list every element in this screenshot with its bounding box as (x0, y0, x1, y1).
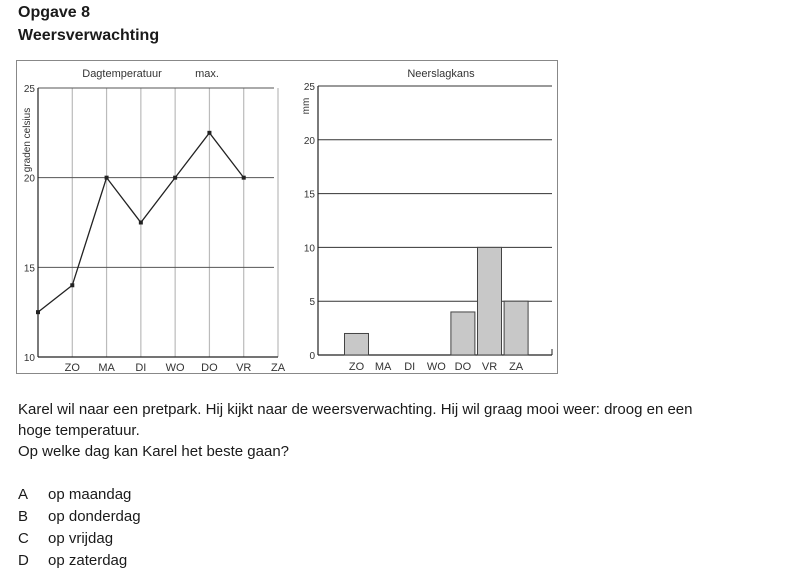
precipitation-x-tick-label: ZO (348, 361, 365, 373)
precipitation-x-tick-label: VR (481, 361, 498, 373)
answer-option-c[interactable] (18, 530, 113, 552)
option-text: op donderdag (48, 508, 141, 525)
option-letter: D (18, 552, 29, 569)
precipitation-x-tick-label: ZA (509, 361, 524, 373)
precipitation-y-axis-label: mm (301, 97, 312, 115)
precipitation-y-tick-label: 0 (309, 351, 315, 362)
question-line-3: Op welke dag kan Karel het beste gaan? (18, 443, 290, 460)
temperature-x-tick-label: DO (201, 362, 218, 374)
temperature-x-tick-label: VR (236, 362, 252, 374)
option-letter: B (18, 508, 29, 525)
answer-option-a[interactable] (18, 486, 131, 508)
temperature-x-tick-label: DI (135, 362, 147, 374)
temperature-chart-title: Dagtemperatuur (82, 68, 162, 80)
temperature-x-tick-label: WO (165, 362, 185, 374)
option-letter: C (18, 530, 29, 547)
temperature-x-tick-label: MA (98, 362, 115, 374)
answer-option-d[interactable] (18, 552, 127, 574)
answer-option-b[interactable] (18, 508, 141, 530)
precipitation-bar (345, 333, 369, 355)
precipitation-bar (478, 247, 502, 355)
precipitation-bar (504, 301, 528, 355)
precipitation-y-tick-label: 25 (303, 82, 315, 93)
precipitation-x-tick-label: DO (454, 361, 472, 373)
question-line-2: hoge temperatuur. (18, 422, 140, 439)
temperature-point (36, 310, 40, 314)
temperature-y-tick-label: 10 (23, 353, 35, 364)
question-line-1: Karel wil naar een pretpark. Hij kijkt naar de weersverwachting. Hij wil graag mooi weer: droog en een (18, 401, 693, 418)
precipitation-y-tick-label: 15 (303, 189, 315, 201)
temperature-chart-subtitle: max. (195, 68, 219, 80)
precipitation-x-tick-label: WO (426, 361, 446, 373)
precipitation-x-tick-label: DI (404, 361, 416, 373)
assignment-number: Opgave 8 (18, 4, 91, 21)
temperature-chart (22, 68, 286, 374)
precipitation-chart (301, 68, 552, 373)
option-text: op zaterdag (48, 552, 128, 569)
temperature-point (242, 176, 246, 180)
precipitation-bar (451, 312, 475, 355)
temperature-point (139, 221, 143, 225)
precipitation-y-tick-label: 10 (303, 243, 315, 255)
temperature-point (173, 176, 177, 180)
temperature-y-axis-label: graden celsius (22, 107, 33, 173)
precipitation-y-tick-label: 5 (309, 297, 315, 309)
precipitation-x-tick-label: MA (374, 361, 392, 373)
precipitation-y-tick-label: 20 (303, 135, 315, 147)
charts-frame (17, 61, 558, 374)
temperature-x-tick-label: ZO (64, 362, 80, 374)
option-text: op vrijdag (48, 530, 114, 547)
weather-charts (16, 60, 561, 375)
temperature-y-tick-label: 25 (23, 84, 35, 95)
temperature-point (105, 176, 109, 180)
temperature-y-tick-label: 15 (23, 263, 35, 275)
precipitation-chart-title: Neerslagkans (407, 68, 475, 80)
temperature-point (70, 283, 74, 287)
temperature-point (207, 131, 211, 135)
option-letter: A (18, 486, 29, 503)
temperature-y-tick-label: 20 (23, 173, 35, 185)
option-text: op maandag (48, 486, 132, 503)
assignment-title: Weersverwachting (18, 27, 160, 44)
temperature-x-tick-label: ZA (270, 362, 286, 374)
